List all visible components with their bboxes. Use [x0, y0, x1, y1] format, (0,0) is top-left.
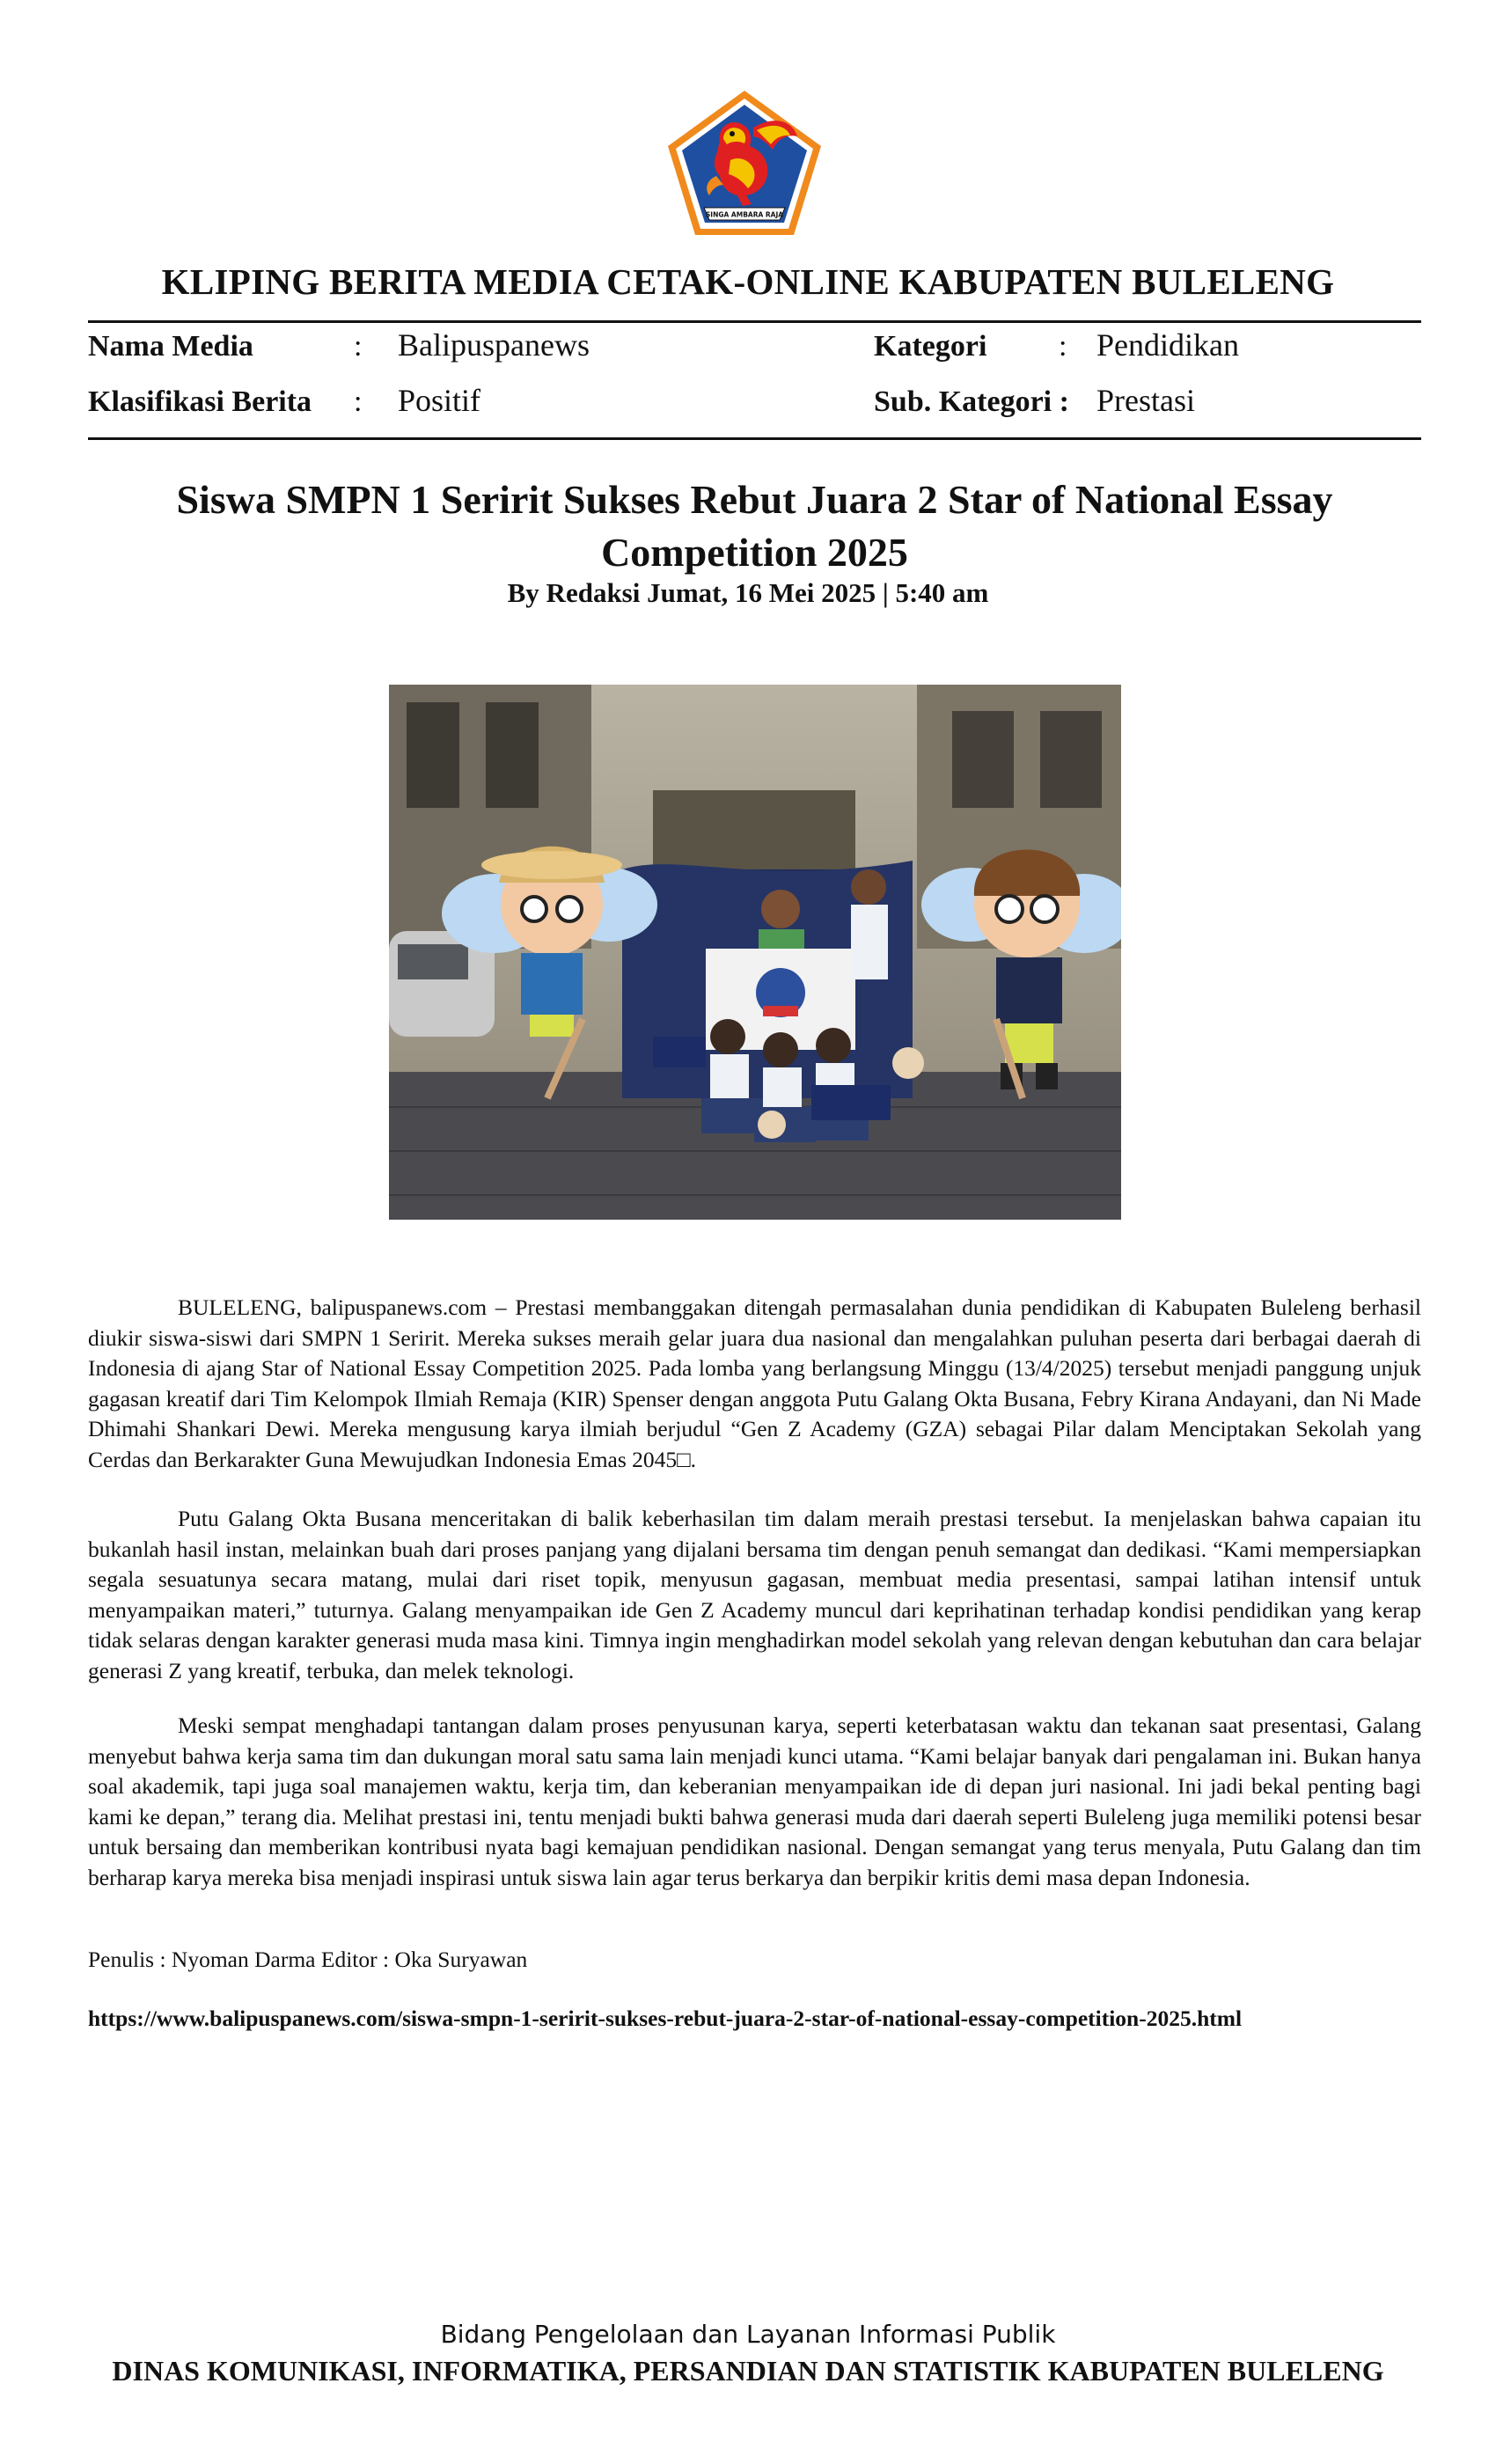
media-value: Balipuspanews — [398, 327, 590, 363]
klasifikasi-colon: : — [354, 385, 363, 418]
kategori-label: Kategori — [874, 330, 987, 363]
kategori-value: Pendidikan — [1096, 327, 1239, 363]
singa-ambara-raja-crest-icon — [665, 88, 824, 238]
subkategori-label: Sub. Kategori : — [874, 385, 1069, 418]
media-colon: : — [354, 330, 363, 363]
article-byline: By Redaksi Jumat, 16 Mei 2025 | 5:40 am — [507, 577, 989, 608]
crest-motto: SINGA AMBARA RAJA — [705, 210, 784, 219]
header-divider-bottom — [88, 437, 1421, 440]
article-paragraph-1: BULELENG, balipuspanews.com – Prestasi membanggakan ditengah permasalahan dunia pendidikan di Kabupaten Buleleng berhasil diukir siswa-siswi dari SMPN 1 Seririt. Mereka sukses meraih gelar juara dua nasional dan mengalahkan puluhan peserta dari berbagai daerah di Indonesia di ajang Star of National Essay Competition 2025. Pada lomba yang berlangsung Minggu (13/4/2025) tersebut menjadi panggung unjuk gagasan kreatif dari Tim Kelompok Ilmiah Remaja (KIR) Spenser dengan anggota Putu Galang Okta Busana, Febry Kirana Andayani, dan Ni Made Dhimahi Shankari Dewi. Mereka mengusung karya ilmiah berjudul “Gen Z Academy (GZA) sebagai Pilar dalam Menciptakan Sekolah yang Cerdas dan Berkarakter Guna Mewujudkan Indonesia Emas 2045□. — [88, 1294, 1421, 1472]
header-divider-top — [88, 320, 1421, 323]
article-paragraph-2: Putu Galang Okta Busana menceritakan di balik keberhasilan tim dalam meraih prestasi tersebut. Ia menjelaskan bahwa capaian itu bukanlah hasil instan, melainkan buah dari proses panjang yang dijalani bersama tim dengan penuh semangat dan dedikasi. “Kami mempersiapkan segala sesuatunya secara matang, mulai dari riset topik, menyusun gagasan, membuat media presentasi, sampai latihan intensif untuk menyampaikan materi,” tuturnya. Galang menyampaikan ide Gen Z Academy muncul dari keprihatinan terhadap kondisi pendidikan yang kerap tidak selaras dengan karakter generasi muda masa kini. Timnya ingin menghadirkan model sekolah yang relevan dengan kebutuhan dan cara belajar generasi Z yang kreatif, terbuka, dan melek teknologi. — [88, 1506, 1421, 1683]
page-title: KLIPING BERITA MEDIA CETAK-ONLINE KABUPATEN BULELENG — [161, 261, 1335, 302]
footer-agency: DINAS KOMUNIKASI, INFORMATIKA, PERSANDIAN DAN STATISTIK KABUPATEN BULELENG — [112, 2355, 1384, 2387]
media-label: Nama Media — [88, 330, 253, 363]
article-photo — [389, 685, 1121, 1220]
klasifikasi-label: Klasifikasi Berita — [88, 385, 312, 418]
kategori-colon: : — [1059, 330, 1067, 363]
article-source-url[interactable]: https://www.balipuspanews.com/siswa-smpn-1-seririt-sukses-rebut-juara-2-star-of-national-essay-competition-2025.html — [88, 2006, 1243, 2031]
student-award-photo-icon — [389, 685, 1121, 1220]
subkategori-value: Prestasi — [1096, 383, 1195, 418]
article-paragraph-3: Meski sempat menghadapi tantangan dalam proses penyusunan karya, seperti keterbatasan waktu dan tekanan saat presentasi, Galang menyebut bahwa kerja sama tim dan dukungan moral satu sama lain menjadi kunci utama. “Kami belajar banyak dari pengalaman ini. Bukan hanya soal akademik, tapi juga soal manajemen waktu, kerja tim, dan keberanian menyampaikan ide di depan juri nasional. Ini jadi bekal penting bagi kami ke depan,” terang dia. Melihat prestasi ini, tentu menjadi bukti bahwa generasi muda dari daerah seperti Buleleng juga memiliki potensi besar untuk bersaing dan memberikan kontribusi nyata bagi kemajuan pendidikan nasional. Dengan semangat yang terus menyala, Putu Galang dan tim berharap karya mereka bisa menjadi inspirasi untuk siswa lain agar terus berkarya dan berpikir kritis demi masa depan Indonesia. — [88, 1712, 1421, 1890]
article-credit: Penulis : Nyoman Darma Editor : Oka Suryawan — [88, 1947, 528, 1972]
klasifikasi-value: Positif — [398, 383, 481, 418]
footer-division: Bidang Pengelolaan dan Layanan Informasi Publik — [440, 2320, 1056, 2349]
article-headline: Siswa SMPN 1 Seririt Sukses Rebut Juara 2 Star of National Essay Competition 2025 — [176, 477, 1333, 575]
kabupaten-buleleng-logo — [665, 88, 824, 238]
